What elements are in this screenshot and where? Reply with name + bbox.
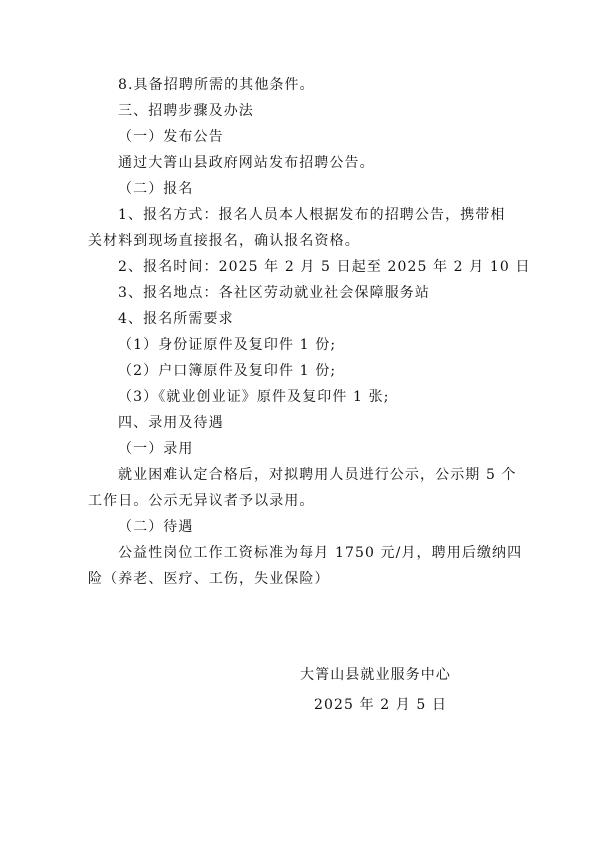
document-body — [88, 72, 531, 592]
registration-method-line-1: 1、报名方式：报名人员本人根据发布的招聘公告，携带相 — [118, 207, 506, 223]
condition-item-8: 8.具备招聘所需的其他条件。 — [118, 77, 315, 93]
hiring-paragraph — [88, 462, 518, 514]
subheading-benefits: （二）待遇 — [118, 519, 194, 535]
registration-method-paragraph — [88, 202, 518, 254]
benefits-line-2: 险（养老、医疗、工伤，失业保险） — [88, 571, 330, 587]
section-heading-hiring-and-benefits: 四、录用及待遇 — [118, 415, 224, 431]
subheading-registration: （二）报名 — [118, 181, 194, 197]
benefits-line-1: 公益性岗位工作工资标准为每月 1750 元/月，聘用后缴纳四 — [118, 545, 523, 561]
requirement-household-register: （2）户口簿原件及复印件 1 份; — [118, 363, 337, 379]
registration-method-line-2: 关材料到现场直接报名，确认报名资格。 — [88, 233, 360, 249]
benefits-paragraph — [88, 540, 523, 592]
registration-location: 3、报名地点：各社区劳动就业社会保障服务站 — [118, 285, 431, 301]
subheading-publish-announcement: （一）发布公告 — [118, 129, 224, 145]
issuing-organization: 大箐山县就业服务中心 — [300, 667, 451, 683]
section-heading-recruitment-steps: 三、招聘步骤及办法 — [118, 103, 254, 119]
registration-requirements-heading: 4、报名所需要求 — [118, 311, 234, 327]
registration-time: 2、报名时间：2025 年 2 月 5 日起至 2025 年 2 月 10 日 — [118, 259, 531, 275]
hiring-line-2: 工作日。公示无异议者予以录用。 — [88, 493, 315, 509]
subheading-hiring: （一）录用 — [118, 441, 194, 457]
hiring-line-1: 就业困难认定合格后，对拟聘用人员进行公示，公示期 5 个 — [118, 467, 517, 483]
signature-block — [300, 660, 500, 720]
requirement-id-card: （1）身份证原件及复印件 1 份; — [118, 337, 337, 353]
issue-date: 2025 年 2 月 5 日 — [314, 697, 448, 713]
paragraph-publish-announcement: 通过大箐山县政府网站发布招聘公告。 — [118, 155, 375, 171]
requirement-employment-certificate: （3）《就业创业证》原件及复印件 1 张; — [118, 389, 390, 405]
